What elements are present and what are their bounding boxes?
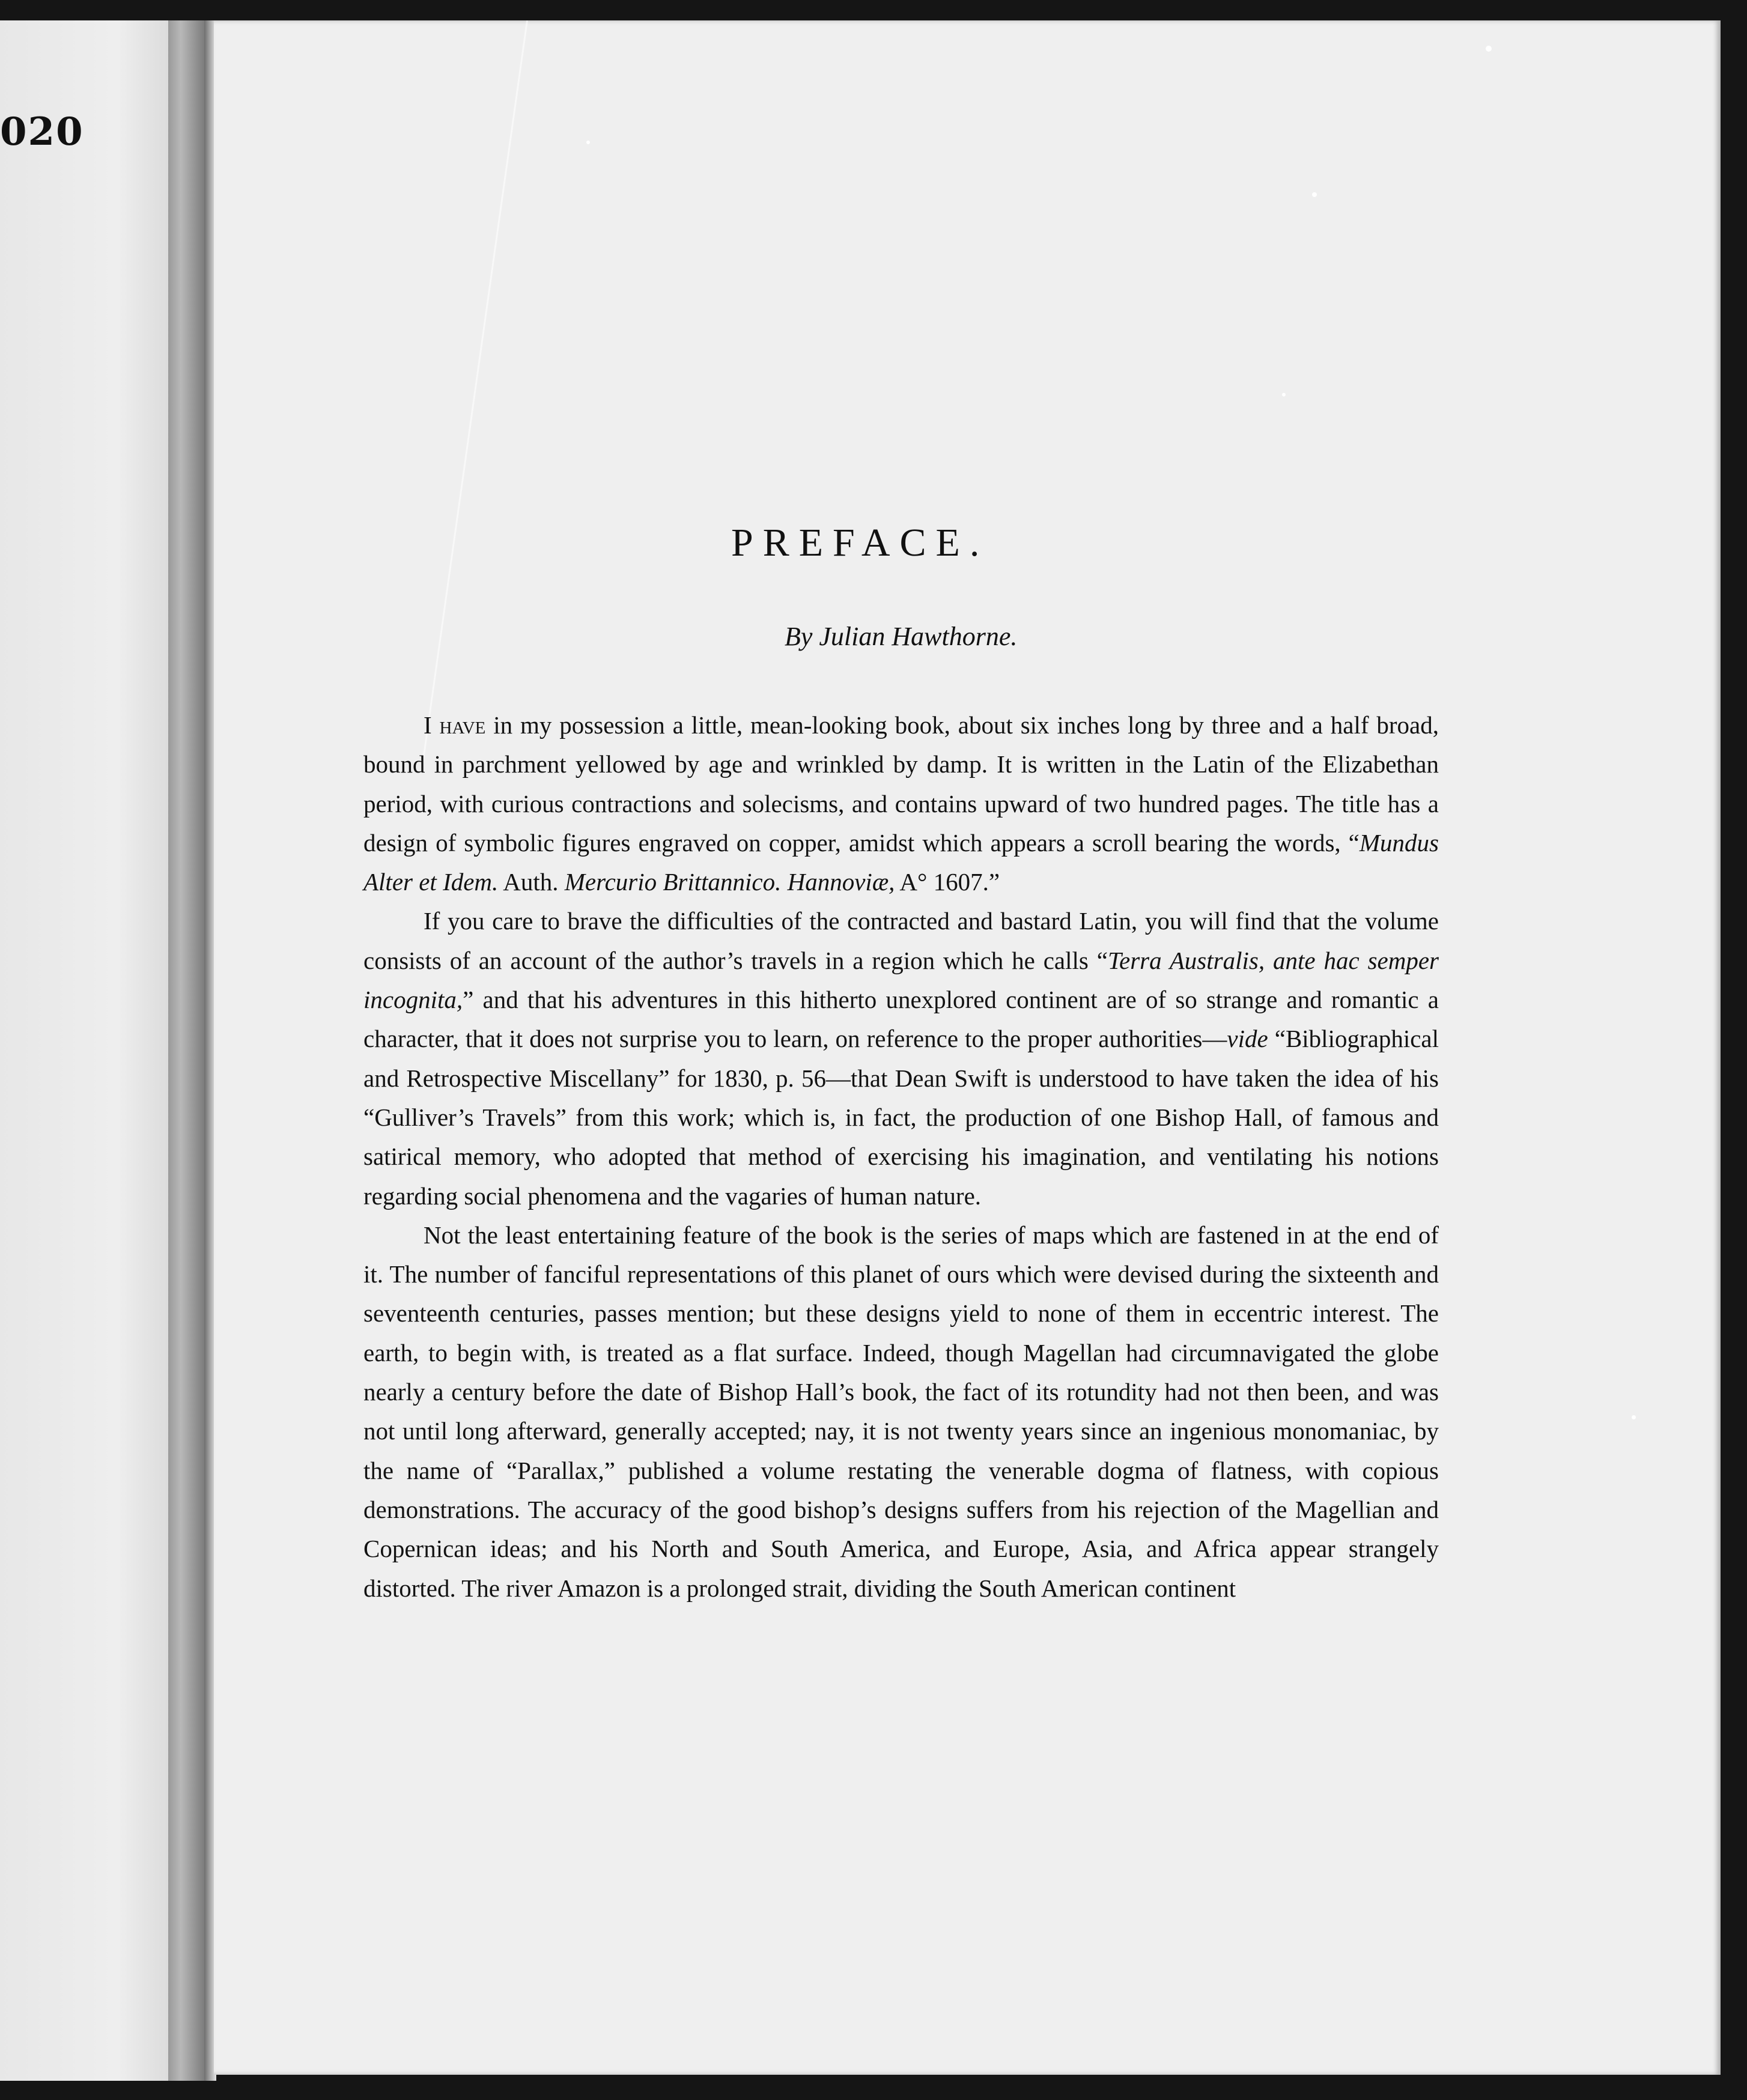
book-gutter: [168, 20, 204, 2081]
italic-text: Mercurio Brittannico. Hannoviæ,: [564, 868, 895, 896]
dust-speck: [1282, 393, 1286, 396]
margin-page-number: 020: [0, 109, 84, 154]
previous-page-edge: [0, 20, 168, 2081]
scan-scratch: [421, 20, 528, 770]
preface-body: [363, 706, 1439, 1608]
dust-speck: [1486, 46, 1492, 52]
italic-text: Terra Australis, ante hac semper incognita,: [363, 946, 1439, 1014]
text-run: Auth.: [498, 868, 565, 896]
text-run: in my possession a little, mean-looking book, about six inches long by three and a half broad, bound in parchment yellowed by age and wrinkled by damp. It is written in the Latin of the Elizabethan period, with curious contractions and solecisms, and contains upward of two hundred pages. The title has a design of symbolic figures engraved on copper, amidst which appears a scroll bearing the words, “: [363, 711, 1439, 857]
paragraph: [363, 1216, 1439, 1608]
author-byline: By Julian Hawthorne.: [785, 622, 1018, 651]
italic-text: Mundus Alter et Idem.: [363, 828, 1439, 896]
dust-speck: [1312, 192, 1317, 197]
text-run: “Bibliographical and Retrospective Miscellany” for 1830, p. 56—that Dean Swift is understood to have taken the idea of his “Gulliver’s Travels” from this work; which is, in fact, the production of one Bishop Hall, of famous and satirical memory, who adopted that method of exercising his imagination, and ventilating his notions regarding social phenomena and the vagaries of human nature.: [363, 1025, 1439, 1210]
italic-text: vide: [1227, 1025, 1268, 1053]
page-title: PREFACE.: [731, 521, 989, 565]
text-run: Not the least entertaining feature of the book is the series of maps which are fastened in at the end of it. The number of fanciful representations of this planet of ours which were devised during the sixteenth and seventeenth centuries, passes mention; but these designs yield to none of them in eccentric interest. The earth, to begin with, is treated as a flat surface. Indeed, though Magellan had circumnavigated the globe nearly a century before the date of Bishop Hall’s book, the fact of its rotundity had not then been, and was not until long afterward, generally accepted; nay, it is not twenty years since an ingenious monomaniac, by the name of “Parallax,” published a volume restating the venerable dogma of flatness, with copious demonstrations. The accuracy of the good bishop’s designs suffers from his rejection of the Magellian and Copernican ideas; and his North and South America, and Europe, Asia, and Africa appear strangely distorted. The river Amazon is a prolonged strait, dividing the South American continent: [363, 1221, 1439, 1602]
dust-speck: [1632, 1415, 1636, 1419]
paragraph: [363, 706, 1439, 902]
text-run: If you care to brave the difficulties of the contracted and bastard Latin, you will find that the volume consists of an account of the author’s travels in a region which he calls “: [363, 907, 1439, 974]
paragraph-lead-in: I have: [424, 711, 486, 739]
dust-speck: [586, 141, 590, 144]
text-run: A° 1607.”: [895, 868, 1000, 896]
text-run: ” and that his adventures in this hitherto unexplored continent are of so strange and romantic a character, that it does not surprise you to learn, on reference to the proper authorities—: [363, 986, 1439, 1053]
paragraph: [363, 902, 1439, 1215]
